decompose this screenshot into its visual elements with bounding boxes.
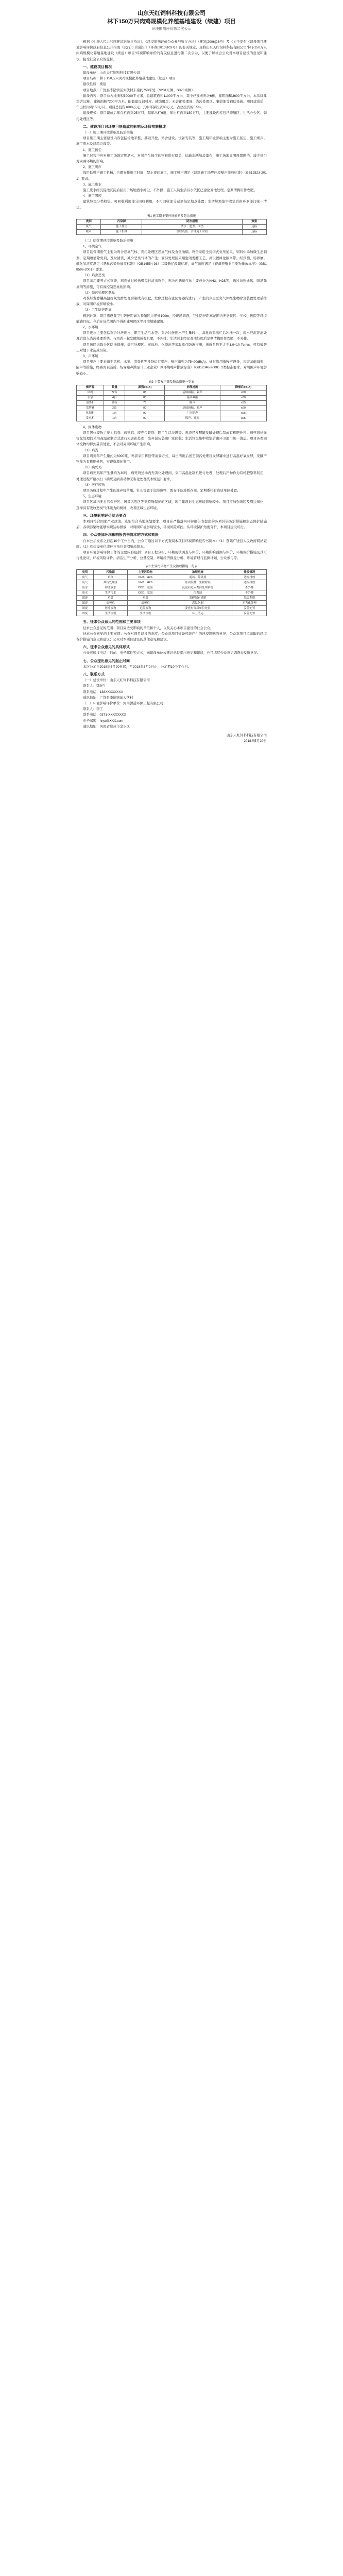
table-cell: ≤60: [220, 405, 266, 411]
table-row: [77, 606, 267, 611]
table-cell: COD、氨氮: [128, 590, 163, 596]
table-cell: 72台: [104, 390, 125, 395]
table-cell: ≤65: [220, 416, 266, 421]
signature-block: [76, 733, 267, 744]
table-cell: 低噪设备、合理施工时间: [142, 229, 242, 234]
table-row: [77, 416, 267, 421]
paragraph: 项目病死鸡年产生量约为30吨，病死鸡送场内无害化处理间，采用高温化制机进行处理，处理后产物作为有机肥原料利用，处理过程严格执行《病死及病害动物无害化处理技术规范》要求。: [76, 471, 267, 481]
table-cell: 妥善处置: [232, 606, 267, 611]
table-cell: 生活污水: [93, 590, 128, 596]
paragraph: 本次公示自2018年5月20日起，至2018年6月2日止，公示期10个工作日。: [83, 665, 192, 669]
paragraph: （一）建设单位：山东天红饲料科技有限公司: [83, 679, 150, 683]
table-header-cell: 污染源: [93, 570, 128, 575]
table-cell: 隔声: [165, 400, 220, 405]
paragraph: 自本公示发布之日起10个工作日内，公众可通过以下方式查阅本项目环境影响报告书简本：（1）登陆广饶县人民政府网站查阅；（2）到建设单位或环评单位查阅纸质版本。: [76, 539, 267, 549]
table-cell: 危险废物: [128, 606, 163, 611]
table-header-cell: 类别: [77, 570, 94, 575]
table-cell: 病死鸡: [93, 601, 128, 606]
table-row: [77, 601, 267, 606]
table-cell: 洒水、遮盖、围挡: [142, 224, 242, 229]
paragraph: （2）粪污处理区恶臭: [83, 291, 115, 295]
table-cell: 固废: [77, 596, 94, 601]
table-header-cell: 主要污染物: [128, 570, 163, 575]
table-cell: 环卫清运: [163, 611, 232, 616]
table-header-cell: 数量: [104, 385, 125, 390]
table-row: [77, 411, 267, 416]
paragraph: 2、水环境: [83, 325, 98, 329]
table-row: [77, 590, 267, 596]
table-cell: 废气: [77, 224, 101, 229]
document-header: [76, 9, 267, 33]
table-header-cell: 治理措施: [165, 385, 220, 390]
paragraph: （2）病死鸡: [83, 466, 102, 470]
paragraph: 3、声环境: [83, 354, 98, 358]
section-heading: 一、建设项目概况: [83, 65, 112, 69]
table-row: [77, 229, 267, 234]
table-header-row: [77, 570, 267, 575]
paragraph: 4、固体废物: [83, 425, 102, 429]
section-heading: 五、征求公众意见的范围和主要事项: [83, 620, 141, 624]
paragraph: 联系人：魏先生: [83, 684, 107, 688]
signature-date: 2018年5月20日: [244, 739, 267, 743]
table-cell: 厂房隔声: [165, 411, 220, 416]
table-cell: 发酵制有机肥: [163, 596, 232, 601]
table-row: [77, 390, 267, 395]
table-cell: NH3、H2S: [128, 575, 163, 580]
section-heading: 七、公众提出意见的起止时间: [83, 659, 130, 663]
paragraph: 根据计算，项目需设置卫生防护距离为养殖区边界外100m，经现场调查，卫生防护距离范围内无居民区、学校、医院等环境敏感目标，今后在该范围内不得新建居民区等环境敏感建筑。: [76, 314, 267, 324]
paragraph: （3）医疗废物: [83, 483, 105, 487]
data-table: [76, 214, 267, 235]
table-row: [77, 395, 267, 400]
table-header-row: [77, 385, 267, 390]
paragraph: 建设规模：项目建成后年存栏肉鸡25万只，每年出栏6批，年出栏肉鸡150万只，主要建设内容包括养殖区、生活办公区、粪污处理区等。: [76, 111, 267, 121]
table-cell: 基础减振: [165, 395, 220, 400]
table-header-cell: 降噪后dB(A): [220, 385, 266, 390]
section-heading: 二、建设项目对环境可能造成的影响及环保措施概述: [83, 125, 166, 129]
table-cell: 密闭发酵、生物除臭: [163, 580, 232, 585]
table-header-cell: 类别: [77, 219, 101, 224]
table-header-cell: 排放情况: [232, 570, 267, 575]
table-cell: 85: [125, 390, 165, 395]
table-cell: 不外排: [232, 590, 267, 596]
table-cell: 生活垃圾: [93, 611, 128, 616]
data-table: [76, 380, 267, 421]
data-table: [76, 564, 267, 616]
table-cell: 达标排放: [232, 580, 267, 585]
document-body: [76, 0, 267, 744]
paragraph: 4、施工固废: [83, 194, 102, 198]
table-header-cell: 污染源: [101, 219, 142, 224]
table-cell: ≤60: [220, 390, 266, 395]
paragraph: 3、施工废水: [83, 182, 102, 187]
table-cell: 隔声、减振: [165, 416, 220, 421]
company-name: 山东天红饲料科技有限公司: [138, 10, 205, 16]
table-row: [77, 585, 267, 590]
table-row: [77, 400, 267, 405]
table-cell: 90: [125, 411, 165, 416]
paragraph: 1、施工扬尘: [83, 148, 102, 152]
table-header-row: [77, 219, 267, 224]
table-cell: 沉淀后进入粪污处理系统: [163, 585, 232, 590]
paragraph: 联系人：李工: [83, 707, 103, 711]
table-cell: 基础减振、隔声: [165, 405, 220, 411]
signature-company: 山东天红饲料科技有限公司: [227, 734, 267, 738]
table-cell: 不外排: [232, 585, 267, 590]
paragraph: 本项目符合国家产业政策，选址符合当地规划要求，项目在严格落实环评报告书提出的各项污染防治措施和生态保护措施后，各项污染物能够实现达标排放，对周围环境影响较小，环境风险可控。从环境保护角度分析，本项目建设可行。: [76, 520, 267, 530]
paragraph: 建筑垃圾分类收集，可回收利用部分回收利用，不可回收部分运至指定地点处置；生活垃圾集中收集后由环卫部门统一清运。: [76, 200, 267, 210]
paragraph: 鸡粪经发酵罐高温好氧发酵处理后制成有机肥，发酵过程在密闭容器内进行，产生的少量恶臭气体经生物除臭装置处理后排放，对周围环境影响较小。: [76, 296, 267, 307]
table-cell: 医疗废物: [93, 606, 128, 611]
table-cell: 施工扬尘: [101, 224, 142, 229]
table-caption: 表3 主要污染物产生及治理措施一览表: [145, 565, 198, 569]
table-cell: 病死鸡: [128, 601, 163, 606]
document-content: [76, 39, 267, 730]
table-cell: 固废: [77, 601, 94, 606]
table-cell: 达标: [242, 224, 266, 229]
section-heading: 六、征求公众意见的具体形式: [83, 646, 130, 650]
paragraph: 项目名称：林下150万只肉鸡规模化养殖基地建设（续建）项目: [83, 77, 176, 81]
section-heading: 四、公众查阅环境影响报告书简本的方式和期限: [83, 533, 159, 537]
table-cell: 无害化处理: [232, 601, 267, 606]
table-cell: 鸡舍: [93, 575, 128, 580]
paragraph: 项目环境影响评价工作的主要内容包括：项目工程分析、环境现状调查与评价、环境影响预测与评价、环境保护措施及其可行性论证、环境风险评价、清洁生产分析、总量控制、环境经济损益分析、环境管理与监测计划、公众参与等。: [76, 551, 267, 561]
table-header-cell: 防治措施: [142, 219, 242, 224]
table-cell: 基础减振、隔声: [165, 390, 220, 395]
section-heading: 三、环境影响评价结论要点: [83, 514, 126, 518]
table-cell: 通风、除臭剂: [163, 575, 232, 580]
paragraph: 项目运营期废气主要为鸡舍恶臭气体、粪污处理区恶臭气体及食堂油烟。鸡舍采用全封闭式负压通风，饲料中添加微生态制剂，定期喷洒除臭剂，及时清粪，减少恶臭气体的产生；粪污处理区采用密闭发酵工艺，并设置绿化隔离带。经预测，场界氨、硫化氢浓度满足《恶臭污染物排放标准》（GB14554-93）二级新扩改建标准，臭气浓度满足《畜禽养殖业污染物排放标准》（GB18596-2001）要求。: [76, 250, 267, 272]
table-cell: 废水: [77, 585, 94, 590]
paragraph: 联系电话：138XXXXXXXX: [83, 690, 124, 694]
paragraph: （二）环境影响评价单位：河南源通环保工程有限公司: [83, 702, 163, 706]
table-header-cell: 噪声源: [77, 385, 104, 390]
paragraph: 征求公众意见的主要事项：公众对项目建设的态度；公众对项目建设可能产生的环境影响的意见；公众对项目拟采取的环境保护措施的意见和建议；公众对本项目建设的其他意见和建议。: [76, 632, 267, 642]
table-cell: 1台: [104, 411, 125, 416]
table-cell: 达标: [242, 229, 266, 234]
table-cell: 鸡粪: [93, 596, 128, 601]
table-cell: 施工机械: [101, 229, 142, 234]
table-row: [77, 596, 267, 601]
table-cell: COD、氨氮: [128, 585, 163, 590]
project-title: 林下150万只肉鸡规模化养殖基地建设（续建）项目: [107, 19, 236, 25]
table-cell: 废气: [77, 580, 94, 585]
table-cell: 90: [125, 416, 165, 421]
table-caption: 表2 主要噪声源及防治措施一览表: [148, 380, 195, 384]
paragraph: 建设内容：项目总占地面积30000平方米，总建筑面积11000平方米，其中已建成鸡舍6栋，建筑面积3600平方米，本次续建鸡舍12栋，建筑面积7200平方米，配套建设饲料库、辅助用房、无害化处理间、粪污处理区、事故池等辅助设施。项目建成后，年出栏肉鸡150万只。项目总投资1600万元，其中环保投资88万元，占总投资的5.5%。: [76, 94, 267, 110]
table-cell: 80: [125, 395, 165, 400]
paragraph: 通讯地址：广饶县李鹊镇前大伏村: [83, 696, 133, 700]
paragraph: （1）鸡粪: [83, 448, 98, 452]
paragraph: 建设单位：山东天红饲料科技有限公司: [83, 71, 140, 75]
paragraph: 1、环境空气: [83, 245, 102, 249]
table-cell: 75: [125, 400, 165, 405]
table-cell: 1台: [104, 416, 125, 421]
table-row: [77, 580, 267, 585]
table-cell: 清粪机: [77, 400, 104, 405]
table-cell: 鸡粪: [128, 596, 163, 601]
table-cell: ≤65: [220, 411, 266, 416]
table-cell: 冲洗废水: [93, 585, 128, 590]
paragraph: 项目施工期主要建设内容包括场地平整、基础开挖、鸡舍建设、设备安装等，施工期环境影响主要为施工扬尘、施工噪声、施工废水及建筑垃圾等。: [76, 137, 267, 146]
paragraph: （二）运营期环境影响及防治措施: [83, 239, 133, 243]
table-cell: 废水: [77, 590, 94, 596]
table-cell: 噪声: [77, 229, 101, 234]
paragraph: 项目鸡粪年产生量约为6000吨，鸡粪采用传送带清粪方式，每日清出后送至粪污处理区发酵罐中进行高温好氧发酵，发酵产物作为有机肥外售，实现资源化利用。: [76, 454, 267, 464]
paragraph: 公众可通过电话、信函、电子邮件等方式，向建设单位或环评单位提出意见和建议，也可填写公众意见调查表反馈意见。: [83, 651, 261, 655]
paragraph: 项目采用笼养方式饲养，鸡粪通过传送带每日清出鸡舍，鸡舍内恶臭气体主要成分为NH3、H2S等，通过加强通风、喷洒除臭剂等措施，可有效控制恶臭的影响。: [76, 279, 267, 289]
table-cell: 废气: [77, 575, 94, 580]
paragraph: （一）施工期环境影响及防治措施: [83, 131, 133, 135]
paragraph: （1）鸡舍恶臭: [83, 274, 105, 278]
paragraph: 项目地点：广饶县李鹊镇前大伏村东南约750米处（S231东侧、S323南侧）: [83, 88, 195, 92]
table-cell: 达标排放: [232, 575, 267, 580]
paragraph: 项目固体废物主要为鸡粪、病死鸡、废弃包装袋、职工生活垃圾等。鸡粪经发酵罐发酵处理后制成有机肥外售；病死鸡送无害化处理间采用高温化制方式进行无害化处理；废弃包装袋由厂家回收；生活垃圾集中收集后由环卫部门统一清运。项目各类固体废物均得到妥善处置，不会对周围环境产生影响。: [76, 431, 267, 447]
paragraph: 通讯地址：河南省郑州市金水区: [83, 724, 130, 728]
paragraph: 5、生态环境: [83, 495, 102, 499]
table-header-cell: 治理措施: [163, 570, 232, 575]
table-cell: 固废: [77, 611, 94, 616]
paragraph: 联系电话：0371-XXXXXXXX: [83, 713, 126, 717]
paragraph: 根据《中华人民共和国环境影响评价法》、《环境影响评价公众参与暂行办法》（环发[2006]28号）及《关于发布〈建设项目环境影响评价政府信息公开指南（试行）〉的通知》（环办[2013]103号）的有关规定，现将山东天红饲料科技有限公司“林下150万只肉鸡规模化养殖基地建设（续建）项目”环境影响评价的有关信息进行第二次公示，以便了解社会公众对本项目建设的意见和建议，接受社会公众的监督。: [76, 40, 267, 61]
notice-subtitle: 环境影响评价第二次公示: [151, 27, 192, 31]
table-cell: 2套: [104, 405, 125, 411]
table-cell: 水泵: [77, 395, 104, 400]
paragraph: 项目防疫过程中产生的废弃疫苗瓶、针头等属于危险废物，暂存于危废暂存间，定期委托有资质单位处置。: [83, 489, 241, 493]
table-cell: NH3、H2S: [128, 580, 163, 585]
table-row: [77, 405, 267, 411]
table-cell: 固废: [77, 606, 94, 611]
table-cell: 粪污处理区: [93, 580, 128, 585]
table-cell: 综合利用: [232, 596, 267, 601]
paragraph: 施工废水经沉淀池沉淀后回用于场地洒水抑尘，不外排；施工人员生活污水依托已建化粪池处理，定期清掏用作农肥。: [83, 189, 257, 193]
table-cell: 生活垃圾: [128, 611, 163, 616]
table-cell: ≤55: [220, 400, 266, 405]
table-header-cell: 源强dB(A): [125, 385, 165, 390]
table-row: [77, 224, 267, 229]
paragraph: 项目废水主要包括鸡舍冲洗废水、职工生活污水等。鸡舍冲洗废水产生量较小，每批肉鸡出栏后冲洗一次，废水经沉淀池处理后进入粪污处理系统，与鸡粪一起发酵制成有机肥，不外排；生活污水经化粪池处理后定期清掏用作农肥，不外排。: [76, 331, 267, 341]
paragraph: 选用低噪声施工机械，合理安排施工时间，禁止夜间施工，施工噪声满足《建筑施工场界环境噪声排放标准》（GB12523-2011）要求。: [76, 171, 267, 181]
paragraph: 征求公众意见的范围：项目周边受影响的单位和个人，以及关心本项目建设的社会公众。: [83, 626, 214, 630]
table-cell: 4台: [104, 395, 125, 400]
section-heading: 八、联系方式: [83, 673, 105, 677]
paragraph: 电子邮箱：hnyt@XXX.com: [83, 719, 124, 723]
paragraph: 施工过程中应对施工场地定期洒水，对易产生扬尘的物料进行遮盖，运输车辆加盖篷布，施工场地周围设置围挡，减少扬尘对周围环境的影响。: [76, 154, 267, 164]
table-header-cell: 效果: [242, 219, 266, 224]
table-cell: 发酵罐: [77, 405, 104, 411]
table-cell: 高温化制: [163, 601, 232, 606]
table-cell: 妥善处置: [232, 611, 267, 616]
paragraph: （3）卫生防护距离: [83, 308, 112, 312]
table-cell: 18台: [104, 400, 125, 405]
table-cell: 风机: [77, 390, 104, 395]
table-cell: ≤60: [220, 395, 266, 400]
paragraph: 2、施工噪声: [83, 165, 102, 170]
table-cell: 委托有资质单位处置: [163, 606, 232, 611]
paragraph: 建设性质：续建: [83, 82, 107, 87]
table-row: [77, 611, 267, 616]
table-cell: 化粪池: [163, 590, 232, 596]
table-cell: 发电机: [77, 416, 104, 421]
table-cell: 化制机: [77, 411, 104, 416]
paragraph: 项目场区采取分区防渗措施，粪污处理区、事故池、化粪池等采取重点防渗措施，渗透系数不大于1.0×10-7cm/s，可有效防止对地下水造成污染。: [76, 343, 267, 352]
table-cell: 80: [125, 405, 165, 411]
paragraph: 项目区域内无自然保护区、风景名胜区等需特殊保护的区域，项目建设对生态环境影响较小。项目应加强场区及周边绿化，选择具有吸收恶臭气体能力的树种，改善区域生态环境。: [76, 500, 267, 510]
table-caption: 表1 施工期主要环境影响及防治措施: [147, 214, 196, 218]
paragraph: 项目噪声主要来源于风机、水泵、清粪机等设备运行噪声，噪声源强为75~90dB(A)。通过选用低噪声设备，采取基础减振、隔声等措施，经距离衰减后，场界噪声满足《工业企业厂界环境噪声排放标准》（GB12348-2008）2类标准要求，对周围声环境影响较小。: [76, 360, 267, 376]
table-row: [77, 575, 267, 580]
